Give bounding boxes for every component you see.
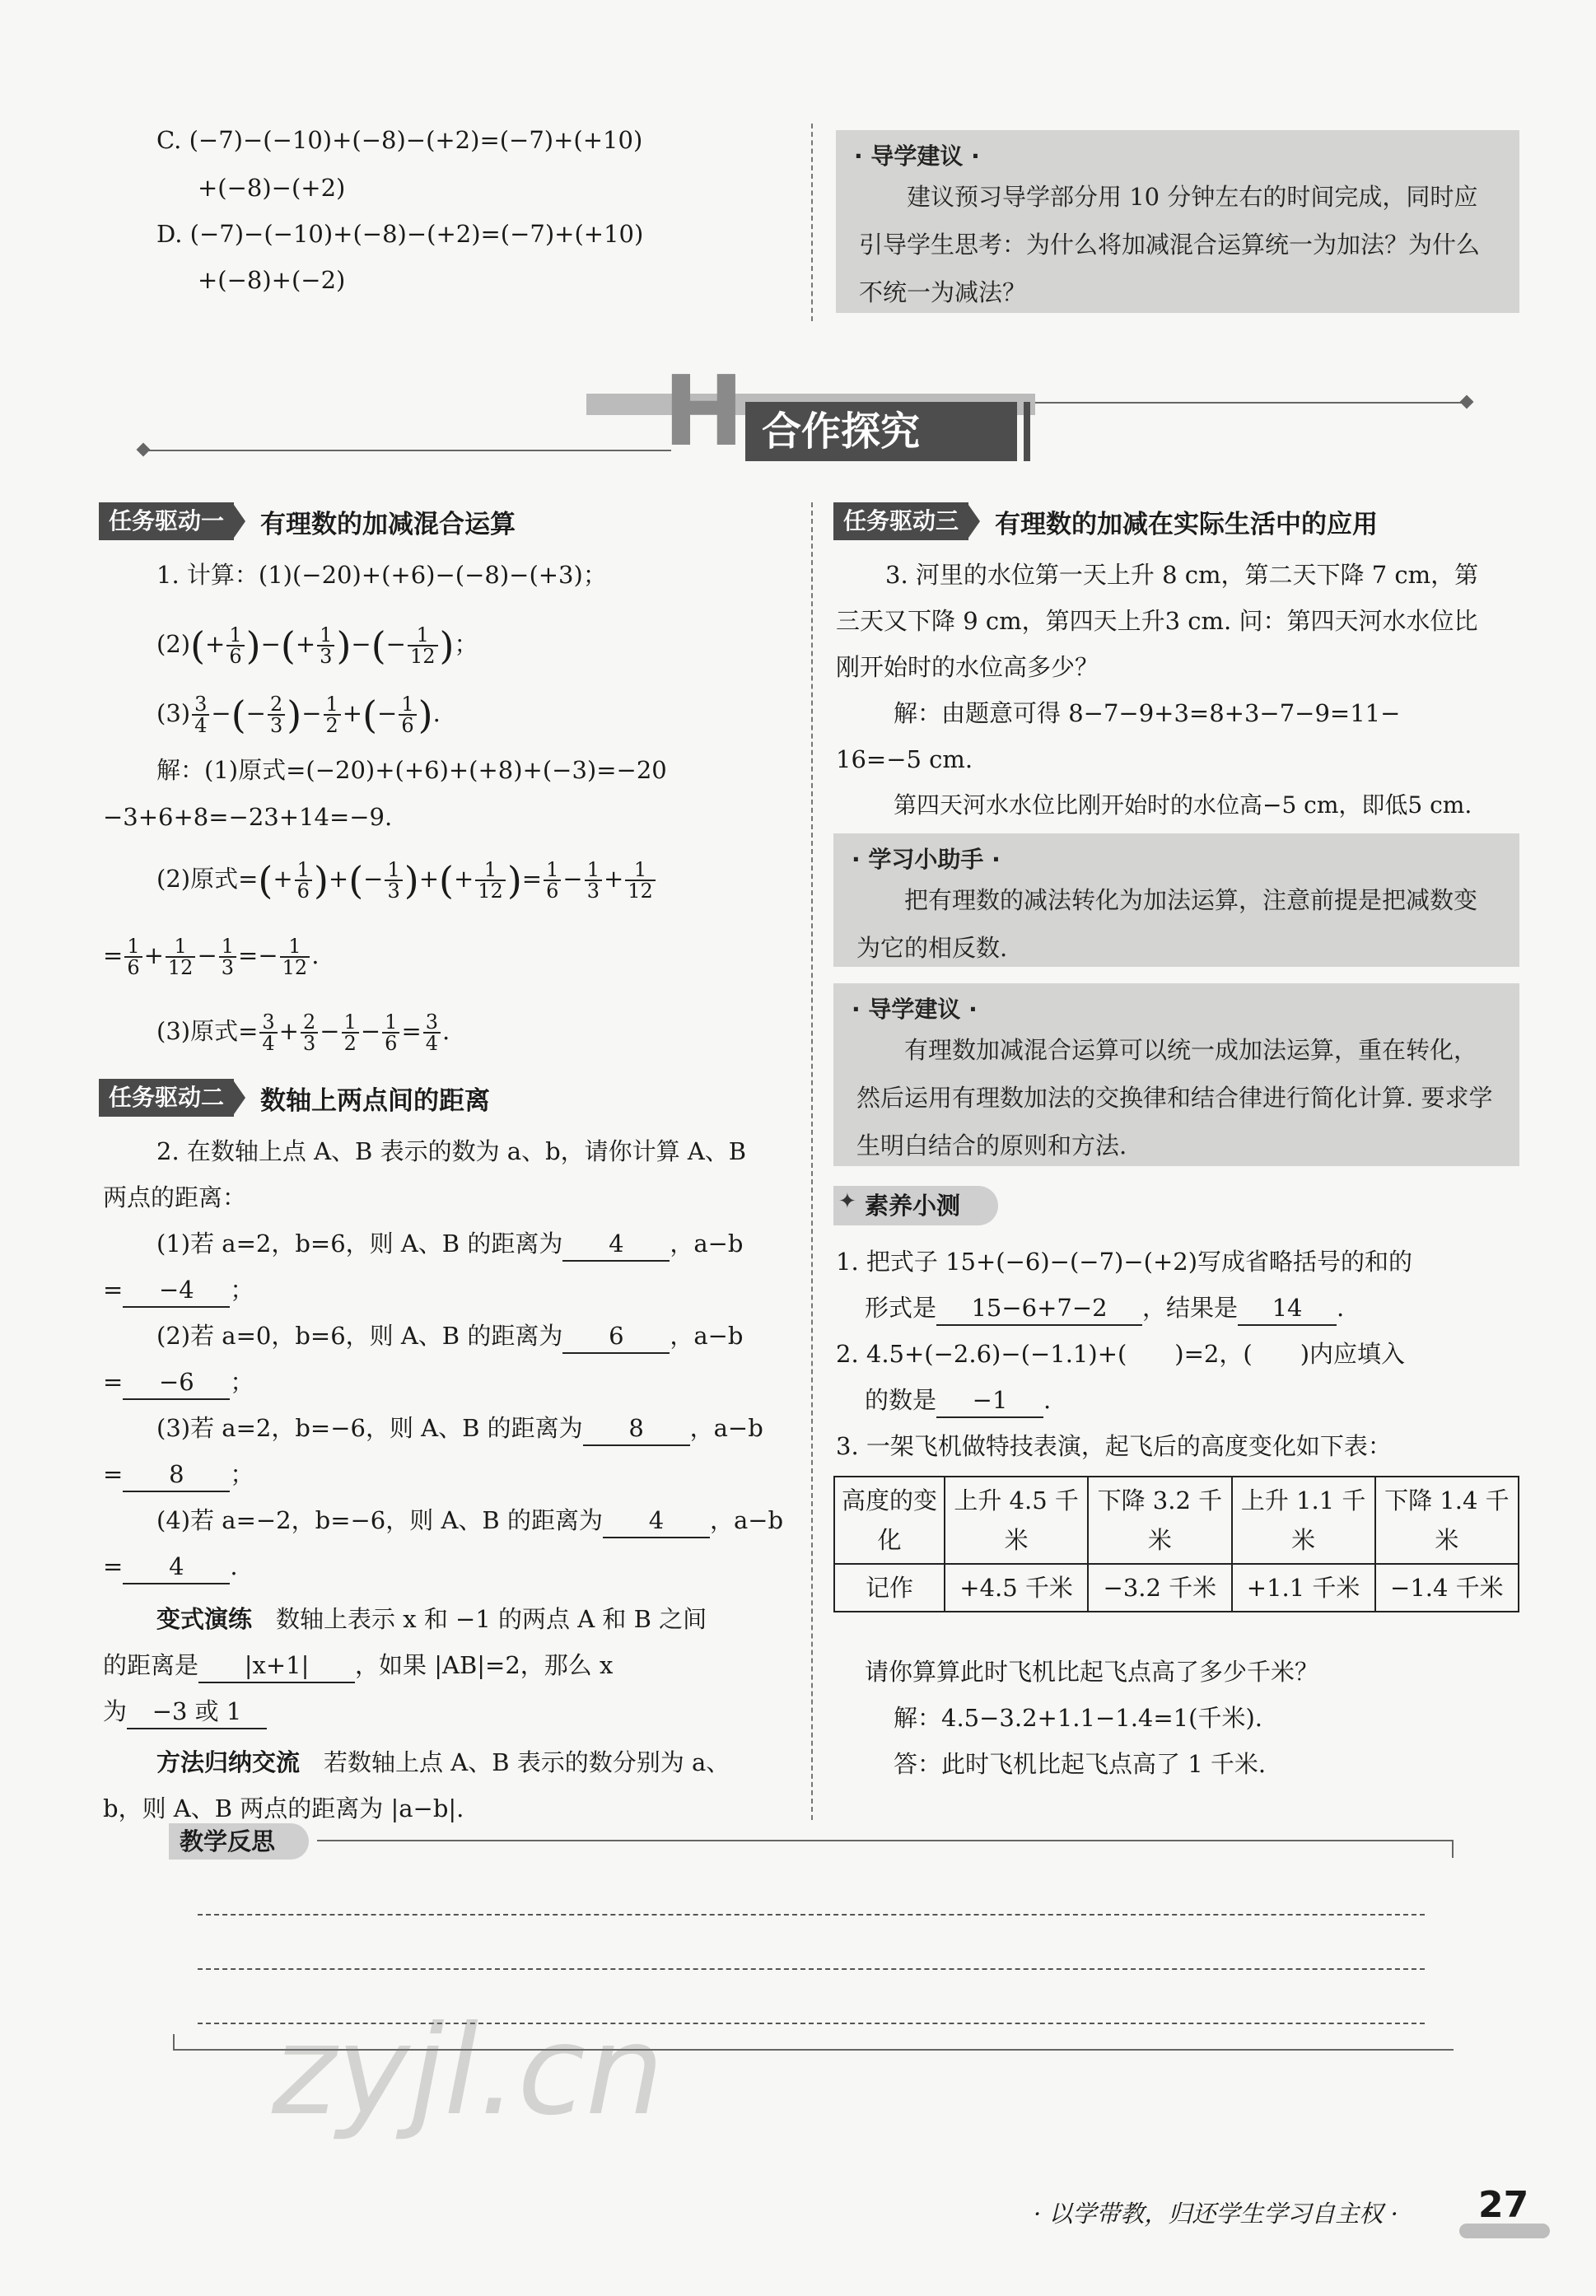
table-cell: 下降 3.2 千米 bbox=[1088, 1477, 1231, 1564]
task3-s1: 解：由题意可得 8−7−9+3=8+3−7−9=11− bbox=[894, 699, 1401, 727]
watermark-logo: zyjl.cn bbox=[272, 2000, 665, 2143]
task2-s2: (2)若 a=0，b=6，则 A、B 的距离为 6 ，a−b bbox=[156, 1319, 744, 1354]
task3-q3: 刚开始时的水位高多少？ bbox=[836, 653, 1099, 681]
task2-tag: 任务驱动二 bbox=[99, 1079, 234, 1117]
reflection-line bbox=[198, 1968, 1425, 1970]
task2-s3-eq: = 8 ； bbox=[103, 1458, 254, 1492]
section-rule-right bbox=[1029, 402, 1466, 404]
helper-tag: · 学习小助手 · bbox=[852, 846, 1001, 873]
task2-s4-eq: = 4 . bbox=[103, 1550, 238, 1584]
table-cell: 下降 1.4 千米 bbox=[1375, 1477, 1519, 1564]
task3-s2: 16=−5 cm. bbox=[836, 745, 973, 773]
guide-tag: · 导学建议 · bbox=[854, 142, 980, 170]
task3-q2: 三天又下降 9 cm，第四天上升3 cm. 问：第四天河水水位比 bbox=[836, 607, 1478, 635]
guide2-text: 有理数加减混合运算可以统一成加法运算，重在转化，然后运用有理数加法的交换律和结合律进行简化计算. 要求学生明白结合的原则和方法. bbox=[856, 1036, 1493, 1160]
task3-header bbox=[833, 502, 1378, 540]
table-cell: 记作 bbox=[834, 1564, 945, 1612]
variant-line2: 的距离是 |x+1| ，如果 |AB|=2，那么 x bbox=[103, 1649, 613, 1683]
task2-q-line1: 2. 在数轴上点 A、B 表示的数为 a、b，请你计算 A、B bbox=[156, 1137, 747, 1165]
method-line1: 方法归纳交流 若数轴上点 A、B 表示的数分别为 a、 bbox=[156, 1748, 730, 1776]
task1-title: 有理数的加减混合运算 bbox=[260, 509, 516, 539]
option-c-line2: +(−8)−(+2) bbox=[198, 174, 346, 202]
task1-q2: (2)(+ $\frac{1}{6}$ )−(+ $\frac{1}{3}$ )−(− $\frac{1}{12}$ )； bbox=[156, 623, 478, 668]
quiz-q2a: 2. 4.5+(−2.6)−(−1.1)+( )=2，( )内应填入 bbox=[836, 1340, 1406, 1368]
task3-title: 有理数的加减在实际生活中的应用 bbox=[995, 509, 1379, 539]
table-row bbox=[834, 1564, 1519, 1612]
column-divider-top bbox=[811, 124, 813, 321]
section-title: 合作探究 bbox=[762, 408, 921, 455]
task3-tag: 任务驱动三 bbox=[833, 502, 968, 540]
task2-q-line2: 两点的距离： bbox=[103, 1183, 247, 1211]
task1-header bbox=[99, 502, 516, 540]
page-number: 27 bbox=[1478, 2184, 1529, 2226]
quiz-q3-ask: 请你算算此时飞机比起飞点高了多少千米？ bbox=[865, 1658, 1319, 1686]
table-cell: −3.2 千米 bbox=[1088, 1564, 1231, 1612]
table-cell: 上升 1.1 千米 bbox=[1232, 1477, 1375, 1564]
method-line2: b，则 A、B 两点的距离为 |a−b|. bbox=[103, 1794, 464, 1822]
table-cell: −1.4 千米 bbox=[1375, 1564, 1519, 1612]
task1-q1: 1. 计算：(1)(−20)+(+6)−(−8)−(+3)； bbox=[156, 561, 607, 589]
section-title-edge bbox=[1024, 402, 1030, 461]
task2-s3: (3)若 a=2，b=−6，则 A、B 的距离为 8 ，a−b bbox=[156, 1412, 763, 1446]
arrow-icon bbox=[234, 1081, 245, 1114]
quiz-q3: 3. 一架飞机做特技表演，起飞后的高度变化如下表： bbox=[836, 1432, 1392, 1460]
reflection-rule bbox=[317, 1840, 1454, 1841]
task2-s4: (4)若 a=−2，b=−6，则 A、B 的距离为 4 ，a−b bbox=[156, 1504, 783, 1538]
task2-s1: (1)若 a=2，b=6，则 A、B 的距离为 4 ，a−b bbox=[156, 1227, 744, 1262]
task2-header bbox=[99, 1079, 490, 1117]
table-cell: +4.5 千米 bbox=[945, 1564, 1088, 1612]
diamond-icon bbox=[137, 443, 151, 457]
task1-q3: (3) $\frac{3}{4}$ −(− $\frac{2}{3}$ )− $\frac{1}{2}$ +(− $\frac{1}{6}$ ). bbox=[156, 693, 441, 737]
task2-title: 数轴上两点间的距离 bbox=[260, 1085, 491, 1116]
task2-s1-eq: = −4 ； bbox=[103, 1273, 254, 1308]
quiz-q1b: 形式是 15−6+7−2 ，结果是 14 . bbox=[865, 1291, 1344, 1326]
guide-box-top bbox=[836, 130, 1519, 313]
option-c-line1: C. (−7)−(−10)+(−8)−(+2)=(−7)+(+10) bbox=[156, 126, 643, 154]
helper-text: 把有理数的减法转化为加法运算，注意前提是把减数变为它的相反数. bbox=[856, 886, 1478, 962]
variant-line1: 变式演练 数轴上表示 x 和 −1 的两点 A 和 B 之间 bbox=[156, 1605, 707, 1633]
quiz-q1a: 1. 把式子 15+(−6)−(−7)−(+2)写成省略括号的和的 bbox=[836, 1248, 1413, 1276]
table-cell: +1.1 千米 bbox=[1232, 1564, 1375, 1612]
guide2-tag: · 导学建议 · bbox=[852, 996, 978, 1023]
quiz-q3-ans: 答：此时飞机比起飞点高了 1 千米. bbox=[894, 1750, 1267, 1778]
guide-box-2 bbox=[833, 983, 1519, 1166]
task2-s2-eq: = −6 ； bbox=[103, 1365, 254, 1400]
option-d-line2: +(−8)+(−2) bbox=[198, 266, 346, 294]
reflection-rule-tick bbox=[1452, 1840, 1454, 1858]
task1-sol2a: (2)原式=(+ $\frac{1}{6}$ )+(− $\frac{1}{3}$ )+(+ $\frac{1}{12}$ )= $\frac{1}{6}$ − $\frac{1}{3}$ + $\frac{1}{12}$ bbox=[156, 852, 657, 905]
footer-slogan: · 以学带教，归还学生学习自主权 · bbox=[1034, 2200, 1398, 2228]
table-cell: 高度的变化 bbox=[834, 1477, 945, 1564]
task1-sol2b: = $\frac{1}{6}$ + $\frac{1}{12}$ − $\frac{1}{3}$ =− $\frac{1}{12}$ . bbox=[103, 935, 320, 979]
reflection-line bbox=[198, 1914, 1425, 1916]
table-row bbox=[834, 1477, 1519, 1564]
task1-sol1a: 解：(1)原式=(−20)+(+6)+(+8)+(−3)=−20 bbox=[156, 756, 667, 784]
quiz-star-icon: ✦ bbox=[838, 1189, 856, 1214]
arrow-icon bbox=[234, 505, 245, 538]
quiz-q2b: 的数是 −1 . bbox=[865, 1384, 1051, 1418]
reflection-title: 教学反思 bbox=[180, 1827, 276, 1855]
option-d-line1: D. (−7)−(−10)+(−8)−(+2)=(−7)+(+10) bbox=[156, 220, 644, 248]
task1-sol3: (3)原式= $\frac{3}{4}$ + $\frac{2}{3}$ − $\frac{1}{2}$ − $\frac{1}{6}$ = $\frac{3}{4}$ . bbox=[156, 1010, 450, 1055]
task3-q1: 3. 河里的水位第一天上升 8 cm，第二天下降 7 cm，第 bbox=[885, 561, 1479, 589]
arrow-icon bbox=[968, 505, 980, 538]
table-cell: 上升 4.5 千米 bbox=[945, 1477, 1088, 1564]
diamond-icon bbox=[1460, 395, 1474, 409]
flight-table bbox=[833, 1476, 1519, 1612]
guide-text: 建议预习导学部分用 10 分钟左右的时间完成，同时应引导学生思考：为什么将加减混合运算统一为加法？为什么不统一为减法？ bbox=[859, 183, 1481, 306]
section-letter: H bbox=[663, 354, 744, 468]
quiz-title: 素养小测 bbox=[865, 1192, 961, 1220]
variant-line3: 为 −3 或 1 bbox=[103, 1695, 267, 1729]
column-divider bbox=[811, 502, 813, 1820]
reflection-bottom-tick bbox=[173, 2034, 175, 2051]
helper-box bbox=[833, 833, 1519, 967]
task3-s3: 第四天河水水位比刚开始时的水位高−5 cm，即低5 cm. bbox=[894, 791, 1472, 819]
task1-sol1b: −3+6+8=−23+14=−9. bbox=[103, 803, 393, 831]
quiz-q3-sol: 解：4.5−3.2+1.1−1.4=1(千米). bbox=[894, 1704, 1262, 1732]
task1-tag: 任务驱动一 bbox=[99, 502, 234, 540]
section-rule-left bbox=[144, 450, 671, 451]
